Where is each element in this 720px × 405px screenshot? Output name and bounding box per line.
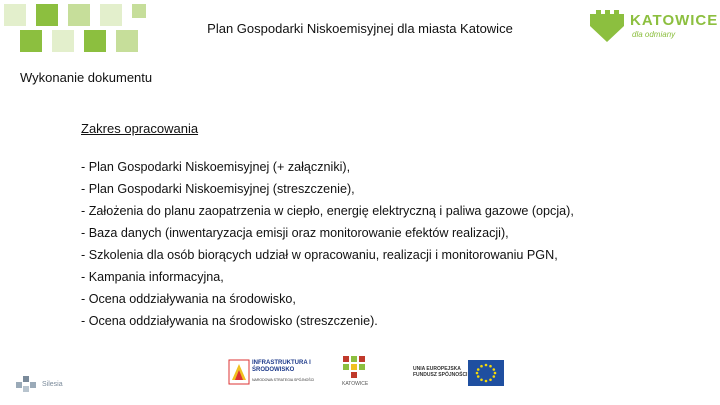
list-item: - Plan Gospodarki Niskoemisyjnej (streszczenie), [81,182,355,196]
scope-list [81,156,574,332]
list-item: - Plan Gospodarki Niskoemisyjnej (+ załączniki), [81,160,351,174]
katowice-logo [588,8,719,48]
silesia-logo [14,372,74,396]
eu-flag-icon [468,360,504,386]
eu-label: UNIA EUROPEJSKA FUNDUSZ SPÓJNOŚCI [413,366,468,378]
list-item: - Kampania informacyjna, [81,270,224,284]
logo-sub: dla odmiany [632,30,676,39]
infra-sub: NARODOWA STRATEGIA SPÓJNOŚCI [252,378,315,382]
katowice-small-label: KATOWICE [342,381,369,387]
katowice-heart-icon [588,8,626,44]
silesia-label: Silesia [42,381,63,388]
decorative-grid [0,0,170,56]
strategy-icon [228,358,250,386]
footer [0,350,720,405]
list-item: - Ocena oddziaływania na środowisko (streszczenie). [81,314,378,328]
page-title: Plan Gospodarki Niskoemisyjnej dla miasta Katowice [207,21,513,36]
katowice-small-logo [340,354,380,390]
scope-heading: Zakres opracowania [81,121,199,136]
list-item: - Ocena oddziaływania na środowisko, [81,292,296,306]
section-title: Wykonanie dokumentu [20,70,153,85]
katowice-crest-icon [340,354,370,380]
list-item: - Baza danych (inwentaryzacja emisji oraz monitorowanie efektów realizacji), [81,226,509,240]
infrastruktura-logo [228,358,318,388]
infra-title: INFRASTRUKTURA I ŚRODOWISKO [252,360,311,373]
silesia-icon [14,372,40,394]
list-item: - Założenia do planu zaopatrzenia w ciepło, energię elektryczną i paliwa gazowe (opcja), [81,204,574,218]
header [0,0,720,56]
eu-text-logo [410,360,470,384]
list-item: - Szkolenia dla osób biorących udział w opracowaniu, realizacji i monitorowaniu PGN, [81,248,558,262]
logo-word: KATOWICE [630,12,719,29]
